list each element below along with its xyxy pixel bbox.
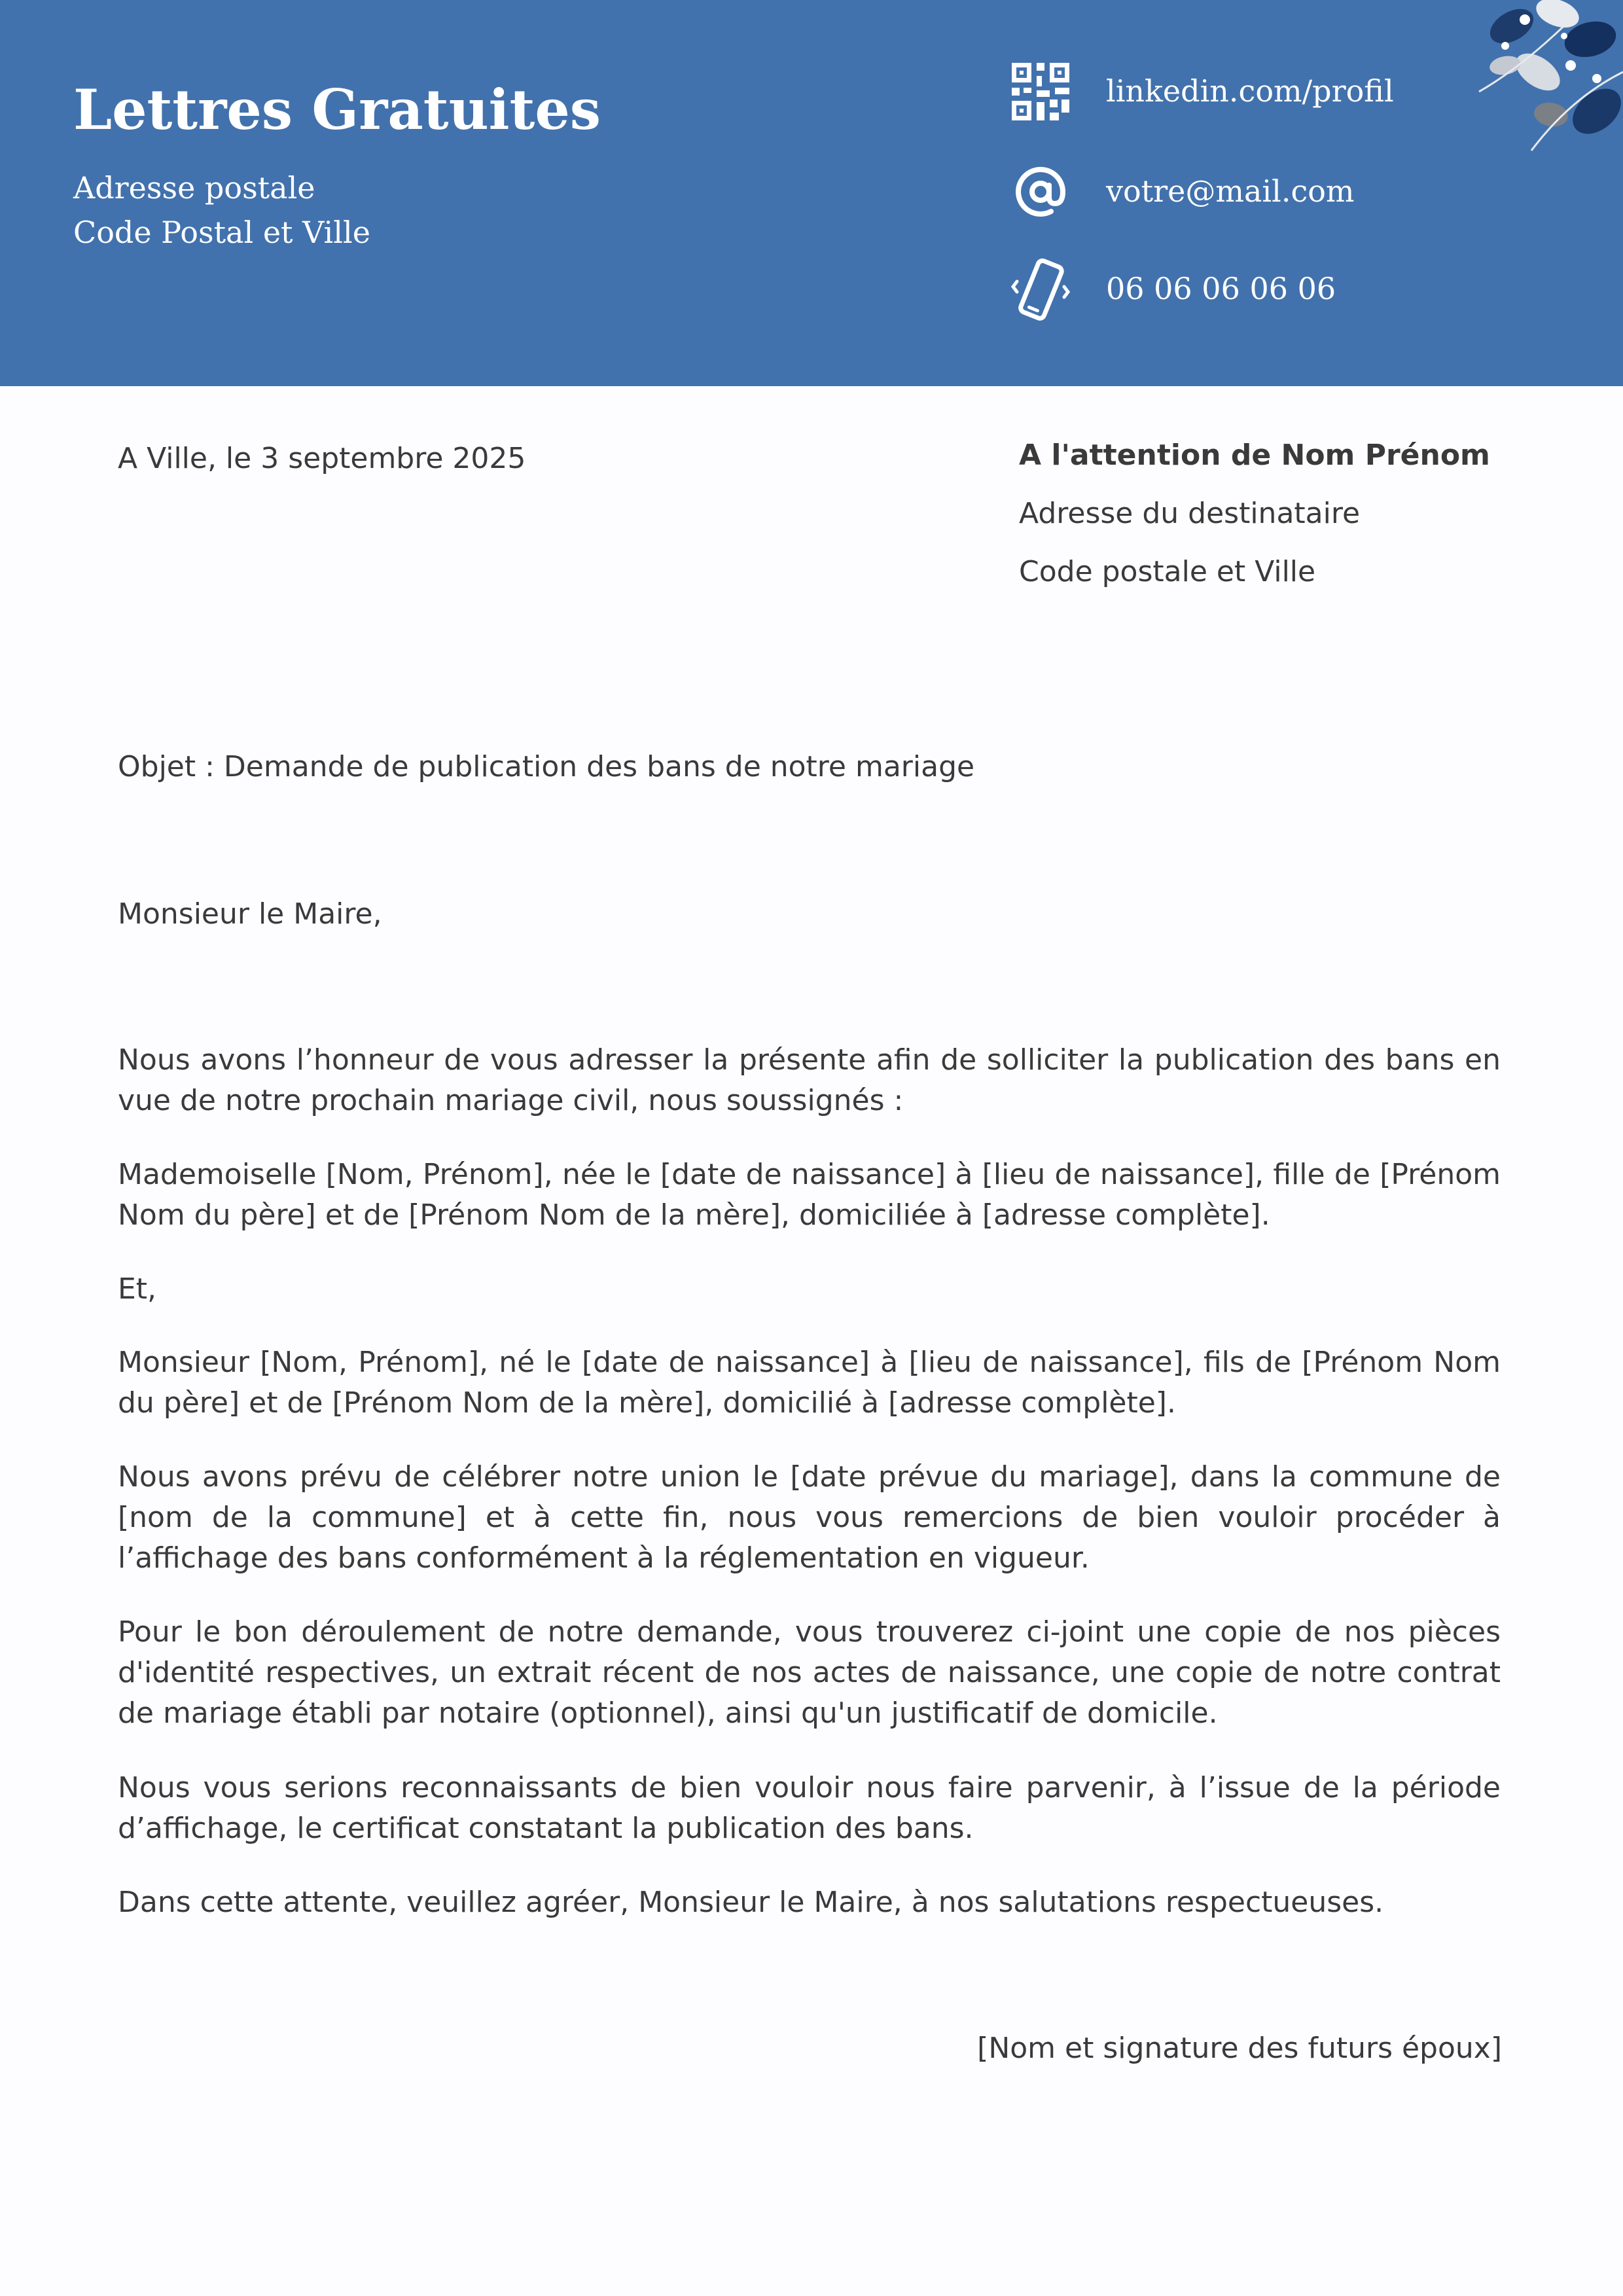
recipient-address: Adresse du destinataire bbox=[1019, 497, 1361, 530]
body-paragraph: Nous avons prévu de célébrer notre union le [date prévue du mariage], dans la commune de [nom de la commune] et à cette fin, nous vous remercions de bien vouloir procéder à l’affichage des bans conformément à la réglementation en vigueur. bbox=[118, 1460, 1501, 1575]
phone-icon bbox=[1008, 257, 1073, 322]
recipient-attention: A l'attention de Nom Prénom bbox=[1019, 439, 1490, 472]
body-paragraph: Monsieur [Nom, Prénom], né le [date de naissance] à [lieu de naissance], fils de [Prénom Nom du père] et de [Prénom Nom de la mère], domicilié à [adresse complète]. bbox=[118, 1346, 1501, 1420]
letter-header bbox=[0, 0, 1623, 386]
body-paragraph: Dans cette attente, veuillez agréer, Monsieur le Maire, à nos salutations respectueuses. bbox=[118, 1886, 1384, 1919]
sender-address-line1: Adresse postale bbox=[73, 170, 315, 206]
linkedin-text: linkedin.com/profil bbox=[1106, 73, 1394, 109]
body-paragraph: Et, bbox=[118, 1272, 157, 1306]
email-text: votre@mail.com bbox=[1106, 173, 1355, 209]
at-sign-icon bbox=[1008, 159, 1073, 224]
letter-subject: Objet : Demande de publication des bans de notre mariage bbox=[118, 750, 975, 783]
phone-text: 06 06 06 06 06 bbox=[1106, 271, 1336, 306]
qr-code-icon bbox=[1008, 59, 1073, 124]
contact-phone bbox=[1008, 257, 1584, 322]
sender-address-line2: Code Postal et Ville bbox=[73, 215, 370, 250]
body-paragraph: Nous vous serions reconnaissants de bien vouloir nous faire parvenir, à l’issue de la période d’affichage, le certificat constatant la publication des bans. bbox=[118, 1771, 1501, 1845]
body-paragraph: Mademoiselle [Nom, Prénom], née le [date de naissance] à [lieu de naissance], fille de [Prénom Nom du père] et de [Prénom Nom de la mère], domiciliée à [adresse complète]. bbox=[118, 1158, 1501, 1232]
body-paragraph: Pour le bon déroulement de notre demande, vous trouverez ci-joint une copie de nos pièces d'identité respectives, un extrait récent de nos actes de naissance, une copie de notre contrat de mariage établi par notaire (optionnel), ainsi qu'un justificatif de domicile. bbox=[118, 1615, 1501, 1730]
floral-decoration bbox=[1466, 0, 1623, 157]
recipient-city: Code postale et Ville bbox=[1019, 555, 1316, 588]
place-date: A Ville, le 3 septembre 2025 bbox=[118, 442, 526, 475]
body-paragraph: Nous avons l’honneur de vous adresser la présente afin de solliciter la publication des bans en vue de notre prochain mariage civil, nous soussignés : bbox=[118, 1043, 1501, 1117]
contact-email bbox=[1008, 159, 1584, 224]
signature-line: [Nom et signature des futurs époux] bbox=[977, 2032, 1502, 2065]
sender-name: Lettres Gratuites bbox=[73, 77, 601, 142]
letter-salutation: Monsieur le Maire, bbox=[118, 897, 382, 931]
